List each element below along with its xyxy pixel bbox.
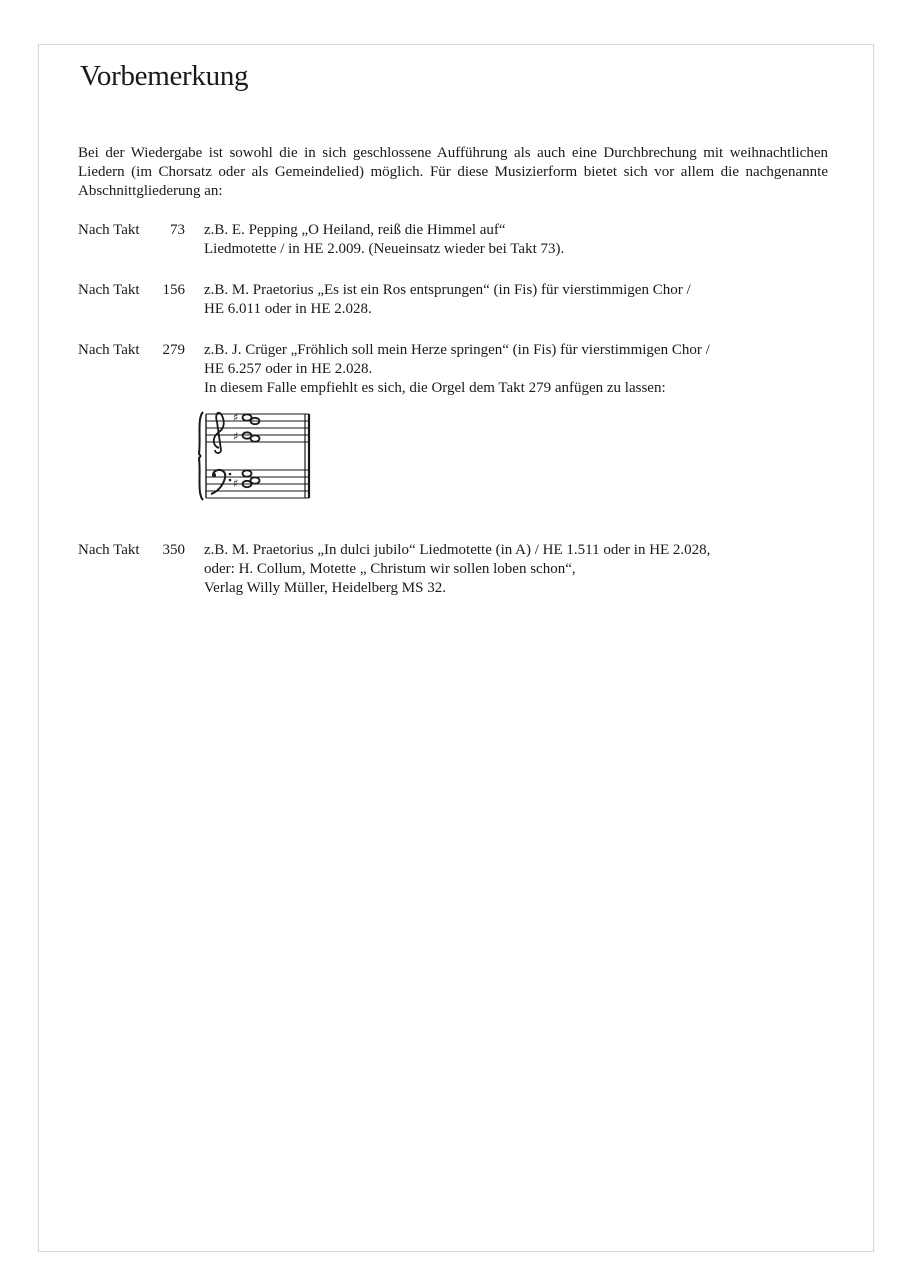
takt-number: 156 [162,282,185,298]
entry-line: z.B. E. Pepping „O Heiland, reiß die Himmel auf“ [204,222,506,238]
entry-line: oder: H. Collum, Motette „ Christum wir sollen loben schon“, [204,561,576,577]
takt-number: 350 [162,542,185,558]
page-title: Vorbemerkung [80,60,249,92]
svg-text:♯: ♯ [233,477,239,490]
entry-line: HE 6.011 oder in HE 2.028. [204,301,372,317]
entry-line: In diesem Falle empfiehlt es sich, die Orgel dem Takt 279 anfügen zu lassen: [204,380,666,396]
entry-line: Liedmotette / in HE 2.009. (Neueinsatz wieder bei Takt 73). [204,241,565,257]
entry-line: HE 6.257 oder in HE 2.028. [204,361,373,377]
takt-number: 279 [162,342,185,358]
entry-line: z.B. J. Crüger „Fröhlich soll mein Herze springen“ (in Fis) für vierstimmigen Chor / [204,342,710,358]
entry-text [204,281,844,319]
entry-label [78,221,198,240]
takt-number: 73 [170,222,185,238]
takt-label: Nach Takt [78,542,140,558]
entry-line: Verlag Willy Müller, Heidelberg MS 32. [204,580,446,596]
entry-text [204,341,844,398]
entry-label [78,541,198,560]
takt-label: Nach Takt [78,342,140,358]
svg-text:♯: ♯ [233,430,239,443]
takt-label: Nach Takt [78,282,140,298]
entry-line: z.B. M. Praetorius „In dulci jubilo“ Liedmotette (in A) / HE 1.511 oder in HE 2.028, [204,542,711,558]
takt-label: Nach Takt [78,222,140,238]
entry-text [204,541,844,598]
svg-text:♯: ♯ [233,411,239,424]
entry-line: z.B. M. Praetorius „Es ist ein Ros entsprungen“ (in Fis) für vierstimmigen Chor / [204,282,691,298]
entry-text [204,221,844,259]
intro-paragraph: Bei der Wiedergabe ist sowohl die in sich geschlossene Aufführung als auch eine Durchbrechung mit weihnachtlichen Liedern (im Chorsatz oder als Gemeindelied) möglich. Für diese Musizierform bietet sich vor allem die nachgenannte Abschnittgliederung an: [78,145,828,199]
music-staff-chord-icon [195,408,313,504]
entry-label [78,341,198,360]
entry-label [78,281,198,300]
